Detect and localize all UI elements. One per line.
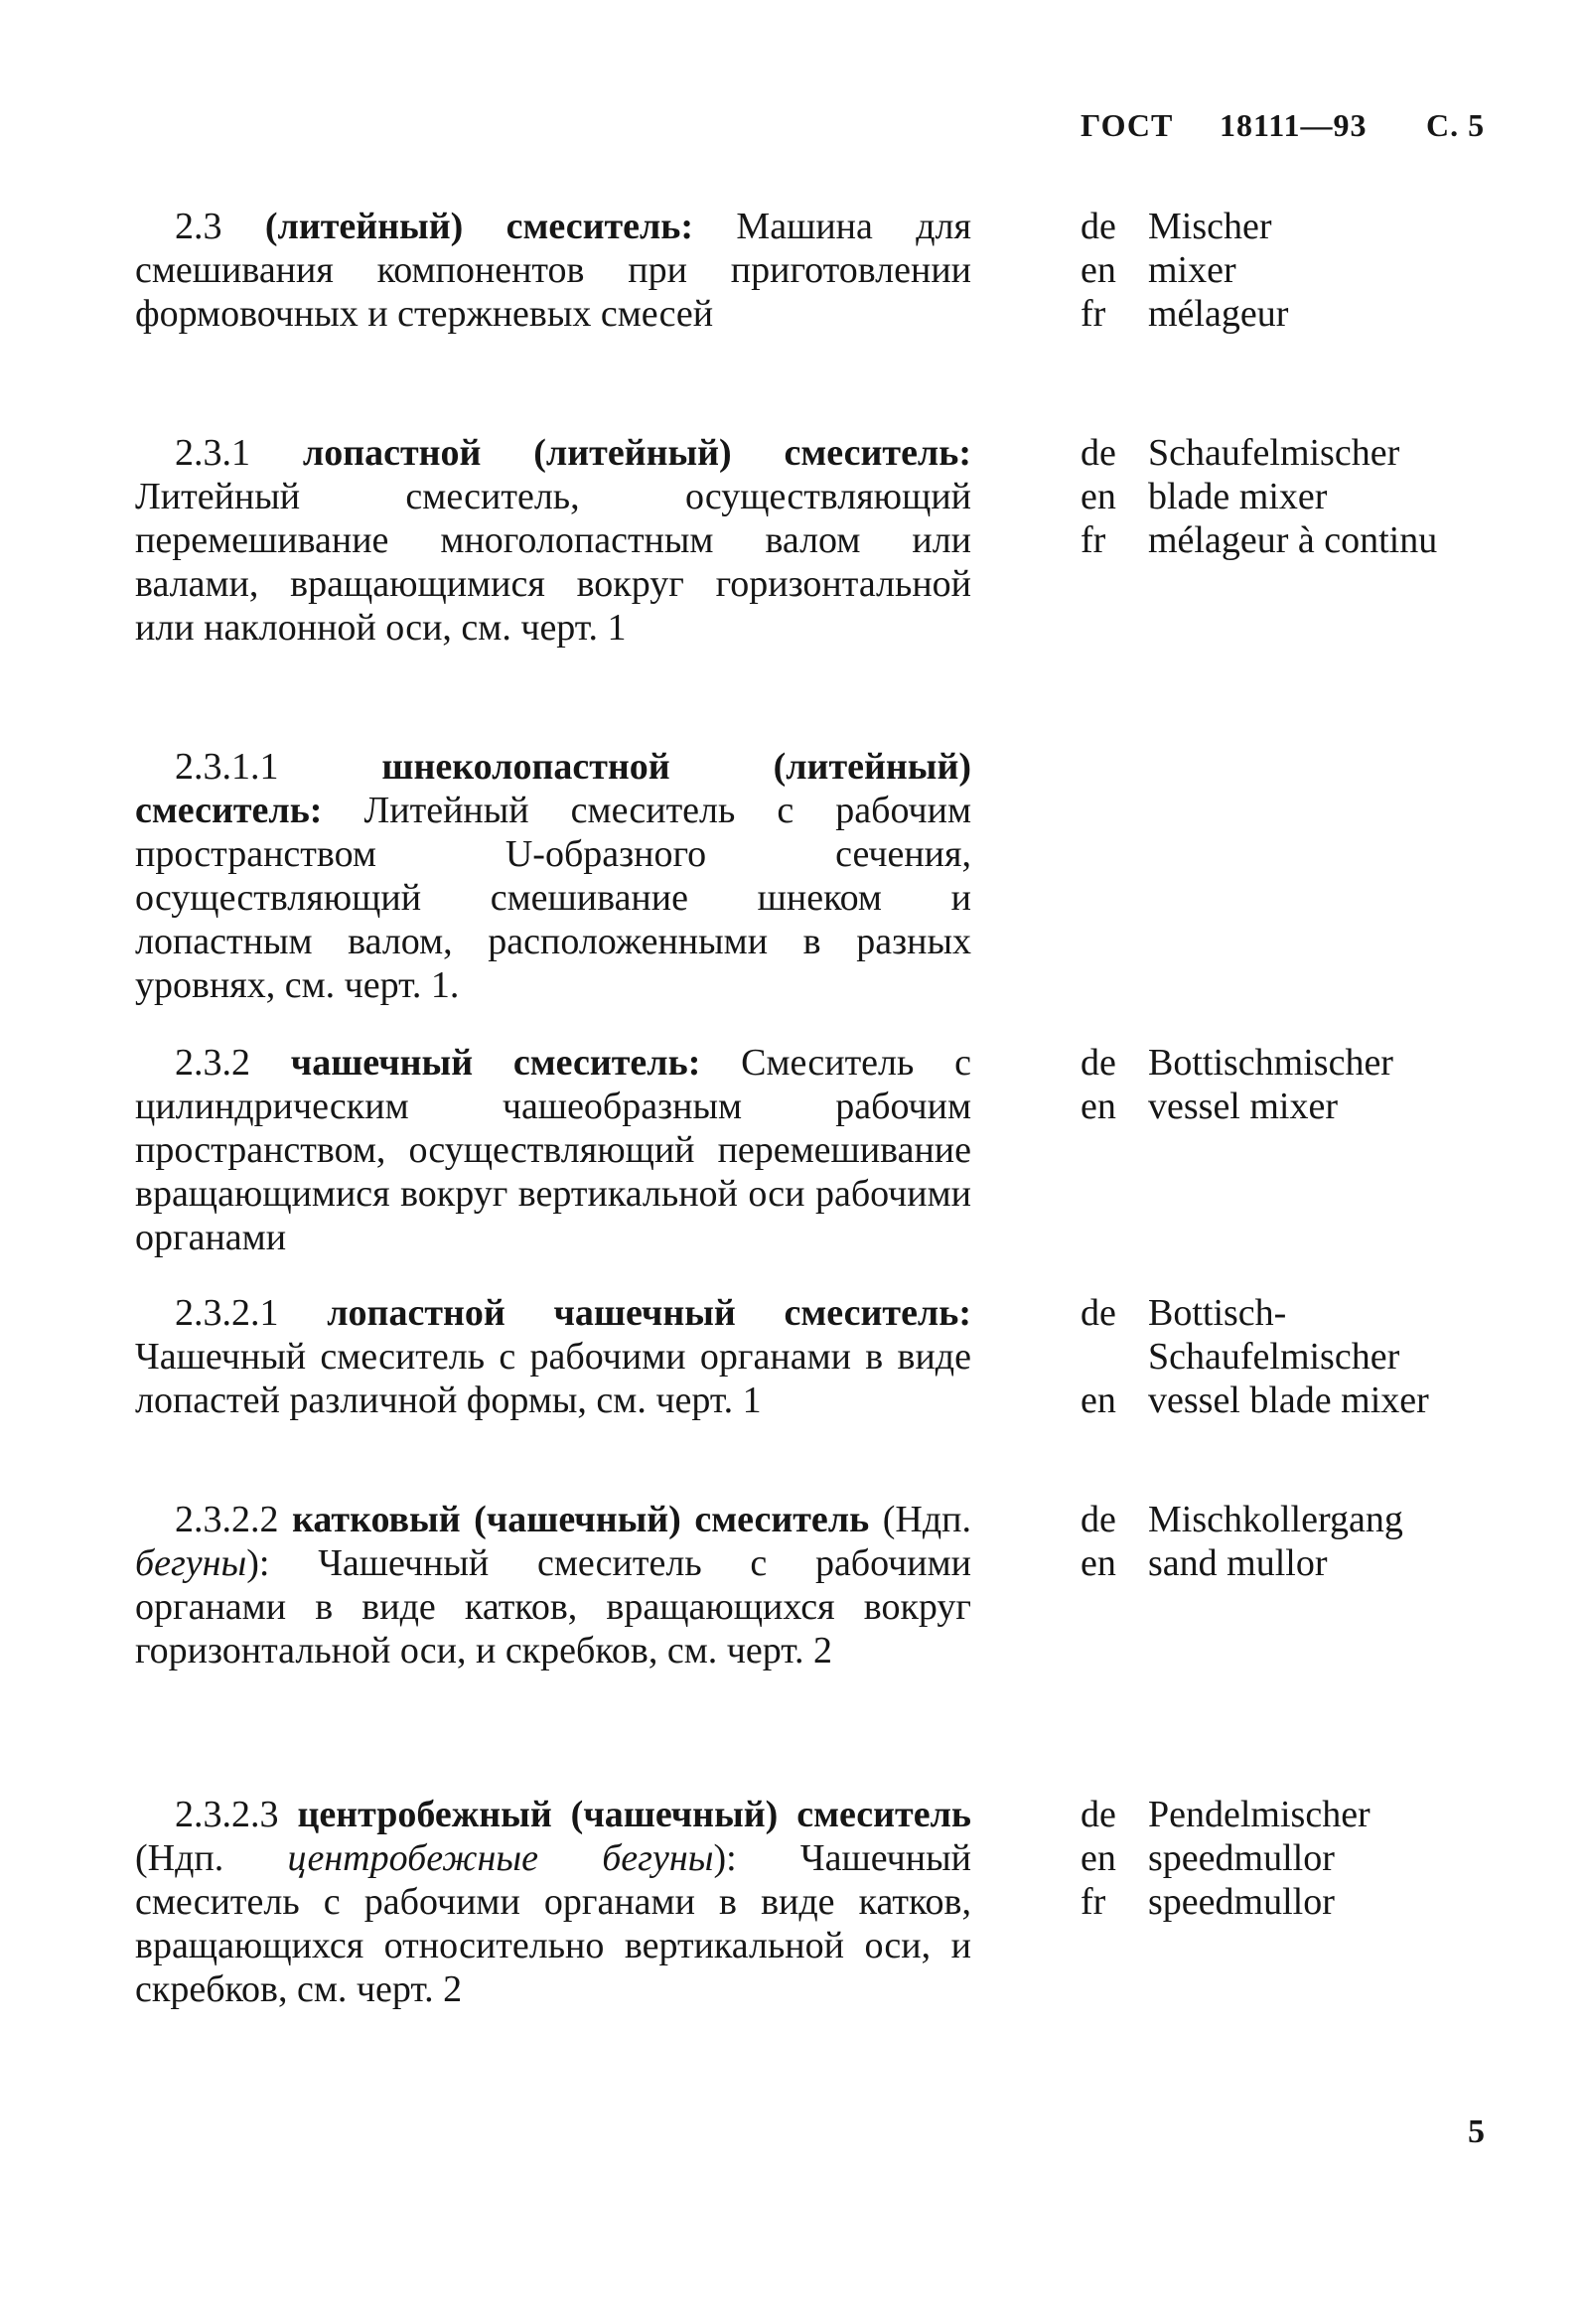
- term-definition-text: Машина для смешивания компонентов при приготовлении формовочных и стержневых смесей: [135, 206, 971, 335]
- deprecated-term: бегуны: [135, 1542, 247, 1584]
- footer-page-number: 5: [1468, 2113, 1485, 2150]
- equivalent-term: mixer: [1148, 249, 1236, 291]
- term-definition: [135, 431, 971, 650]
- language-code: de: [1081, 432, 1116, 474]
- equivalent-row: [1081, 1880, 1517, 1924]
- language-code: en: [1081, 249, 1116, 291]
- term-name: центробежный (чашечный) смеситель: [297, 1794, 972, 1835]
- equivalent-term: Pendelmischer: [1148, 1794, 1371, 1835]
- term-definition-text: (Ндп.: [869, 1499, 972, 1540]
- term-definition: [135, 1291, 971, 1422]
- term-definition: [135, 745, 971, 1007]
- term-name: чашечный смеситель:: [290, 1042, 701, 1084]
- language-code: en: [1081, 1542, 1116, 1584]
- equivalent-term: mélageur à continu: [1148, 519, 1438, 561]
- term-definition: [135, 1041, 971, 1259]
- term-name: лопастной чашечный смеситель:: [327, 1292, 971, 1334]
- term-definition-text: Смеситель с цилиндрическим чашеобразным рабочим пространством, осуществляющий перемешивание вращающимися вокруг вертикальной оси рабочими органами: [135, 1042, 971, 1258]
- equivalent-row: [1081, 475, 1517, 518]
- equivalent-row: [1081, 518, 1517, 562]
- term-definition-text: Литейный смеситель, осуществляющий перемешивание многолопастным валом или валами, вращающимися вокруг горизонтальной или наклонной оси, см. черт. 1: [135, 476, 971, 649]
- term-definition: [135, 1498, 971, 1672]
- foreign-equivalents: [1081, 1498, 1517, 1585]
- language-code: de: [1081, 206, 1116, 247]
- term-number: 2.3: [175, 206, 222, 247]
- term-number: 2.3.2.3: [175, 1794, 279, 1835]
- equivalent-row: [1081, 248, 1517, 292]
- equivalent-row: [1081, 1793, 1517, 1836]
- term-number: 2.3.2.2: [175, 1499, 279, 1540]
- standard-label: ГОСТ: [1081, 107, 1174, 143]
- equivalent-term: Schaufelmischer: [1148, 432, 1400, 474]
- language-code: de: [1081, 1042, 1116, 1084]
- equivalent-row: [1081, 1291, 1517, 1379]
- language-code: en: [1081, 1380, 1116, 1421]
- language-code: en: [1081, 1086, 1116, 1127]
- language-code: de: [1081, 1794, 1116, 1835]
- equivalent-row: [1081, 1498, 1517, 1541]
- foreign-equivalents: [1081, 1291, 1517, 1422]
- equivalent-row: [1081, 1541, 1517, 1585]
- term-name: шнеколопастной (литейный) смеситель:: [135, 746, 971, 831]
- equivalent-row: [1081, 1041, 1517, 1085]
- term-definition-text: ): Чашечный смеситель с рабочими органами в виде катков, вращающихся вокруг горизонтальной оси, и скребков, см. черт. 2: [135, 1542, 971, 1671]
- foreign-equivalents: [1081, 205, 1517, 336]
- deprecated-term: центробежные бегуны: [287, 1837, 714, 1879]
- equivalent-row: [1081, 1085, 1517, 1128]
- term-definition-text: Чашечный смеситель с рабочими органами в виде лопастей различной формы, см. черт. 1: [135, 1336, 971, 1421]
- equivalent-term: blade mixer: [1148, 476, 1328, 517]
- term-definition: [135, 205, 971, 336]
- header-page-number: С. 5: [1426, 107, 1486, 143]
- equivalent-row: [1081, 292, 1517, 336]
- equivalent-row: [1081, 1379, 1517, 1422]
- equivalent-row: [1081, 1836, 1517, 1880]
- equivalent-row: [1081, 205, 1517, 248]
- equivalent-term: mélageur: [1148, 293, 1289, 335]
- equivalent-term: Bottischmischer: [1148, 1042, 1393, 1084]
- language-code: fr: [1081, 293, 1106, 335]
- equivalent-row: [1081, 431, 1517, 475]
- term-definition: [135, 1793, 971, 2011]
- term-number: 2.3.2: [175, 1042, 250, 1084]
- language-code: en: [1081, 1837, 1116, 1879]
- foreign-equivalents: [1081, 431, 1517, 562]
- equivalent-term: Mischkollergang: [1148, 1499, 1403, 1540]
- equivalent-term: vessel mixer: [1148, 1086, 1339, 1127]
- language-code: de: [1081, 1292, 1116, 1334]
- term-number: 2.3.1.1: [175, 746, 279, 788]
- term-definition-text: (Ндп.: [135, 1837, 288, 1879]
- equivalent-term: vessel blade mixer: [1148, 1380, 1429, 1421]
- term-definition-text: ): Чашечный смеситель с рабочими органами в виде катков, вращающихся относительно вертикальной оси, и скребков, см. черт. 2: [135, 1837, 971, 2010]
- language-code: fr: [1081, 1881, 1106, 1923]
- equivalent-term: sand mullor: [1148, 1542, 1328, 1584]
- equivalent-term: speedmullor: [1148, 1837, 1335, 1879]
- language-code: fr: [1081, 519, 1106, 561]
- equivalent-term: Mischer: [1148, 206, 1272, 247]
- term-number: 2.3.1: [175, 432, 250, 474]
- term-name: лопастной (литейный) смеситель:: [302, 432, 971, 474]
- equivalent-term: speedmullor: [1148, 1881, 1335, 1923]
- language-code: de: [1081, 1499, 1116, 1540]
- equivalent-term: Bottisch-Schaufelmischer: [1148, 1292, 1400, 1378]
- language-code: en: [1081, 476, 1116, 517]
- term-name: катковый (чашечный) смеситель: [292, 1499, 870, 1540]
- standard-number: 18111—93: [1220, 107, 1368, 143]
- term-definition-text: Литейный смеситель с рабочим пространством U-образного сечения, осуществляющий смешивание шнеком и лопастным валом, расположенными в разных уровнях, см. черт. 1.: [135, 790, 971, 1006]
- foreign-equivalents: [1081, 1041, 1517, 1128]
- term-name: (литейный) смеситель:: [264, 206, 694, 247]
- term-number: 2.3.2.1: [175, 1292, 279, 1334]
- foreign-equivalents: [1081, 1793, 1517, 1924]
